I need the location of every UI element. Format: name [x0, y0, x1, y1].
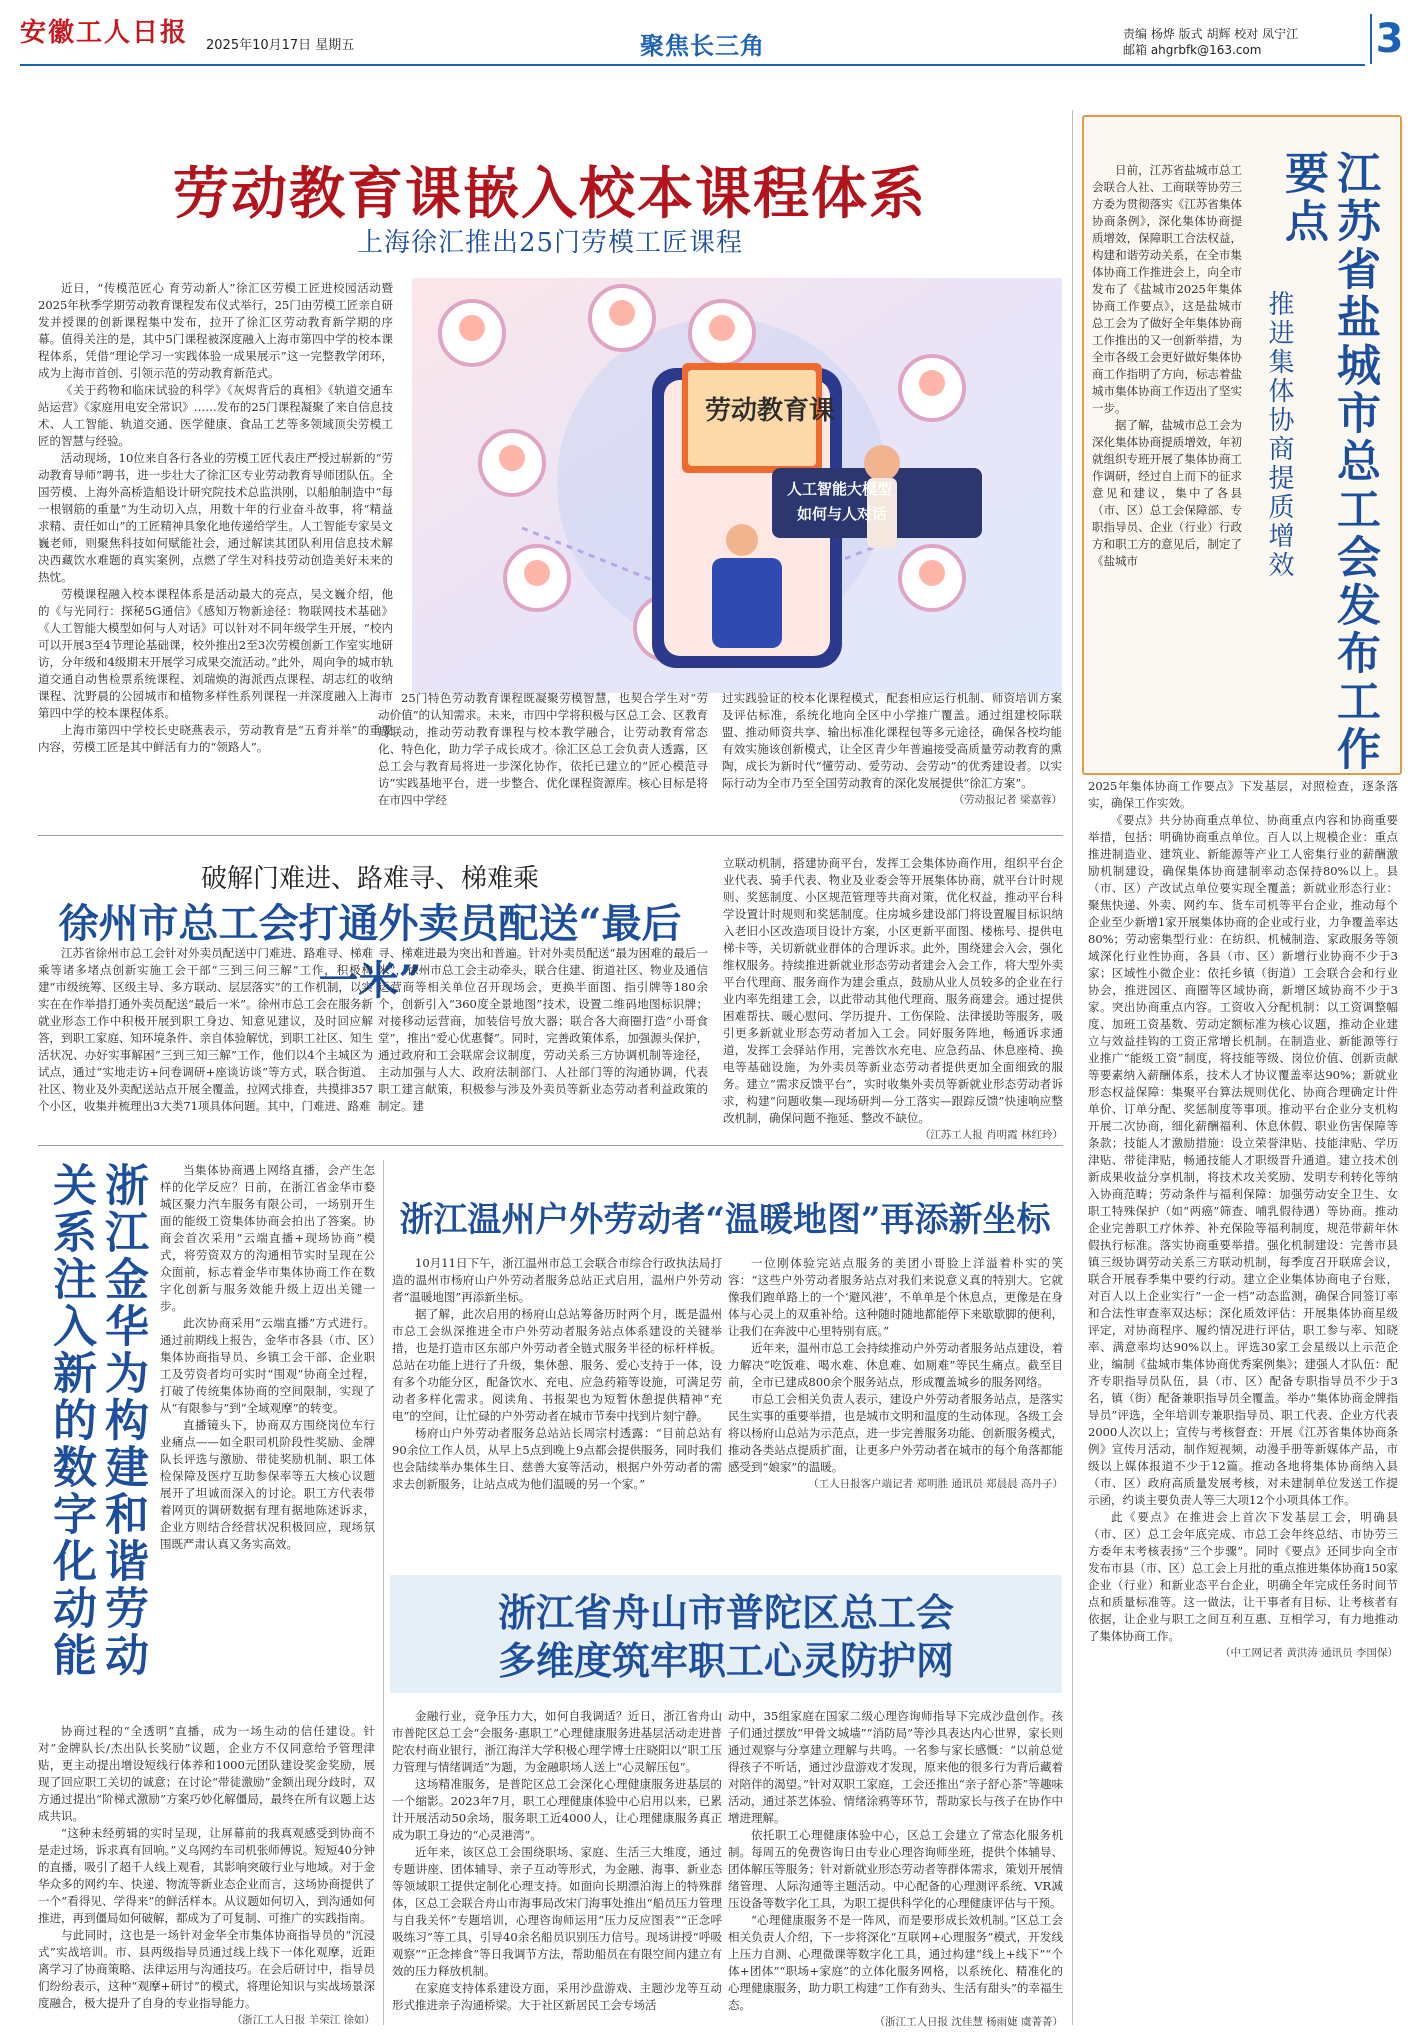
article2-column-2 — [378, 945, 708, 1133]
editors-line: 责编 杨烨 版式 胡辉 校对 凤宁江 — [1123, 27, 1299, 41]
page-number: 3 — [1370, 14, 1407, 64]
byline: （浙江工人日报 沈佳慧 杨雨婕 虞菁菁） — [874, 2016, 1063, 2028]
paragraph: 据了解，盐城市总工会为深化集体协商提质增效，年初就组织专班开展了集体协商工作调研，经过自上而下的征求意见和建议，集中了各县（市、区）总工会保障部、专职指导员、企业（行业）行政方和职工方的意见后，制定了《盐城市 — [1092, 418, 1242, 568]
paragraph: 近年来，温州市总工会持续推动户外劳动者服务站点建设，着力解决“吃饭难、喝水难、休息难、如厕难”等民生痛点。截至目前，全市已建成800余个服务站点，形成覆盖城乡的服务网络。 — [728, 1341, 1063, 1389]
paragraph: 协商过程的“全透明”直播，成为一场生动的信任建设。针对“金牌队长/杰出队长奖励”议题，企业方不仅同意给予管理津贴，更主动提出增设短线行体养和1000元团队建设奖金奖励，展现了回应职工关切的诚意；在讨论“带徒激励”金额出现分歧时，双方通过提出“阶梯式激励”方案巧妙化解僵局，最终在所有议题上达成共识。 — [38, 1724, 375, 1823]
illustration-sign-dialog: 如何与人对话 — [797, 505, 888, 523]
article1-column-3 — [722, 690, 1062, 822]
paragraph: 立联动机制，搭建协商平台，发挥工会集体协商作用，组织平台企业代表、骑手代表、物业及业委会等开展集体协商，就平台计时规则、奖惩制度、小区规范管理等共商对策，优化权益，推动平台科学设置计时规则和奖惩制度。住房城乡建设部门将设置履目标识纳入老旧小区改造项目设计方案，小区更新平面图、楼栋号、提供电梯卡等，关切新就业群体的合理诉求。此外，围绕建会入会，强化维权服务。持续推进新就业形态劳动者建会入会工作，将大型外卖平台代理商、服务商作为建会重点，鼓励从业人员较多的企业在行业内率先组建工会，以此带动其他代理商、服务商建会。通过提供困难帮扶、暖心慰问、学历提升、工伤保险、法律援助等服务，吸引更多新就业形态劳动者加入工会。同好服务阵地，畅通诉求通道，发挥工会驿站作用，完善饮水充电、应急药品、休息座椅、换电等基础设施，为外卖员等新业态劳动者提供更加全面细致的服务。建立“需求反馈平台”，实时收集外卖员等新就业形态劳动者诉求，构建“问题收集—现场研判—分工落实—跟踪反馈”快速响应整改机制，确保问题不拖延、整改不缺位。 — [723, 856, 1063, 1125]
byline: （浙江工人日报 羊荣江 徐如） — [231, 2014, 375, 2026]
paragraph: 一位刚体验完站点服务的美团小哥脸上洋溢着朴实的笑容：“这些户外劳动者服务站点对我们来说意义真的特别大。它就像我们跑单路上的一个‘避风港’，不单单是个休息点，更像是在身体与心灵上的双重补给。这种随时随地都能停下来歇歇脚的便利，让我们在奔波中心里特别有底。” — [728, 1256, 1063, 1338]
article3-text — [160, 1162, 375, 1720]
paragraph: 在家庭支持体系建设方面，采用沙盘游戏、主题沙龙等互动形式推进亲子沟通桥梁。大于社区新居民工会专场活 — [392, 1981, 722, 2012]
paper-name: 安徽工人日报 — [20, 18, 189, 48]
article2-kicker: 破解门难进、路难寻、梯难乘 — [200, 864, 539, 894]
paragraph: 寻、梯难进最为突出和普遍。针对外卖员配送“最为困难的最后一米”，徐州市总工会主动牵头，联合住建、街道社区、物业及通信运营商等相关单位召开现场会，更换半面图、指引牌等180余个，创新引入“360度全景地图”技术，设置二维码地图标识牌；对接移动运营商，加装信号放大器；联合各大商圈打造“小哥食堂”，推出“爱心优惠餐”。同时，完善政策体系，加强源头保护，通过政府和工会联席会议制度，劳动关系三方协调机制等途径，主动加强与人大、政府法制部门、人社部门等的沟通协调，代表职工建言献策，积极参与涉及外卖员等新业态劳动者利益政策的制定。建 — [378, 946, 708, 1113]
paragraph: 上海市第四中学校长史晓燕表示，劳动教育是“五育并举”的重要内容，劳模工匠是其中鲜活有力的“领路人”。 — [38, 723, 393, 754]
paragraph: 过实践验证的校本化课程模式，配套相应运行机制、师资培训方案及评估标准，系统化地向全区中小学推广覆盖。通过组建校际联盟、推动师资共享、输出标准化课程包等多元途径，确保各校均能有效实施该创新模式，让全区青少年普遍接受高质量劳动教育的熏陶，成长为新时代“懂劳动、爱劳动、会劳动”的优秀建设者。以实际行动为全市乃至全国劳动教育的深化发展提供“徐汇方案”。 — [722, 691, 1062, 790]
paragraph: 当集体协商遇上网络直播，会产生怎样的化学反应？日前，在浙江省金华市婺城区聚力汽车服务有限公司，一场别开生面的能级工资集体协商会拍出了答案。协商会首次采用“云端直播+现场协商”模式，将劳资双方的沟通相节实时呈现在公众面前，标志着金华市集体协商工作在数字化创新与服务效能升级上迈出关键一步。 — [160, 1163, 375, 1313]
paragraph: 与此同时，这也是一场针对金华全市集体协商指导员的“沉浸式”实战培训。市、县两级指导员通过线上线下一体化观摩，近距离学习了协商策略、法律运用与沟通技巧。在会后研讨中，指导员们纷纷表示，这种“观摩+研讨”的模式，将理论知识与实战场景深度融合，极大提升了自身的专业指导能力。 — [38, 1928, 375, 2010]
article5-column-2 — [728, 1708, 1063, 2026]
paragraph: 日前，江苏省盐城市总工会联合人社、工商联等协劳三方委为贯彻落实《江苏省集体协商条例》，深化集体协商提质增效，保障职工合法权益，构建和谐劳动关系，在全市集体协商工作推进会上，向全市发布了《盐城市2025年集体协商工作要点》，这是盐城市总工会为了做好全年集体协商工作推出的又一创新举措，为全市各级工会更好做好集体协商工作指明了方向，标志着盐城市集体协商工作迈出了坚实一步。 — [1092, 163, 1242, 415]
article6-intro — [1092, 162, 1242, 772]
illustration-sign-ai: 人工智能大模型 — [787, 480, 893, 498]
paragraph: 杨府山户外劳动者服务总站站长周宗村透露：“目前总站有90余位工作人员，从早上5点到晚上9点都会提供服务，同时我们也会陆续举办集体生日、慈善大宴等活动，根据户外劳动者的需求去创新服务，让站点成为他们温暖的另一个家。” — [392, 1426, 722, 1491]
paragraph: 《要点》共分协商重点单位、协商重点内容和协商重要举措，包括：明确协商重点单位。百人以上规模企业：重点推进制造业、建筑业、新能源等产业工人密集行业的薪酬激励机制建设，确保集体协商建制率动态保持80%以上。县（市、区）产改试点单位要实现全覆盖；新就业形态行业：聚焦快递、外卖、网约车、货车司机等平台企业，推动每个企业至少新增1家开展集体协商的企业或行业，力争覆盖率达80%；劳动密集型行业：在纺织、机械制造、家政服务等领域深化行业性协商，各县（市、区）新增行业协商不少于3家；区域性小微企业：依托乡镇（街道）工会联合会和行业协会，推进园区、商圈等区域协商，新增区域协商不少于3家。突出协商重点内容。工资收入分配机制：以工资调整幅度、加班工资基数、劳动定额标准为核心议题，推动企业建立与效益挂钩的工资正常增长机制。在制造业、新能源等行业推广“能级工资”制度，将技能等级、岗位价值、创新贡献等要素纳入薪酬体系，技术人才协议覆盖率达90%；新就业形态权益保障：集聚平台算法规则优化、协商合理确定计件单价、订单分配、奖惩制度等事项。推动平台企业分支机构开展二次协商，细化薪酬福利、休息休假、职业伤害保障等条款；技能人才激励措施：设立荣誉津贴、技能津贴、学历津贴、带徒津贴，畅通技能人才职级晋升通道。建立技术创新成果收益分享机制，将技术攻关奖励、发明专利转化等纳入协商范畴；劳动条件与福利保障：加强劳动安全卫生、女职工特殊保护（如“两癌”筛查、哺乳假待遇）等协商。推动企业完善职工疗休养、补充保险等福利制度，规范带薪年休假执行标准。落实协商重要举措。强化机制建设：完善市县镇三级协调劳动关系三方联动机制，每季度召开联席会议，联合开展春季集中要约行动。建立企业集体协商电子台账，对百人以上企业实行“一企一档”动态监测，确保合同签订率和合法性审查率双达标；深化质效评估：开展集体协商星级评定，对协商程序、履约情况进行评估，职工参与率、知晓率、满意率均达90%以上。评选30家工会星级以上示范企业，编制《盐城市集体协商优秀案例集》；建强人才队伍：配齐专职指导员队伍，县（市、区）配备专职指导员不少于3名，镇（街）配备兼职指导员全覆盖。举办“集体协商金牌指导员”评选，全年培训专兼职指导员、职工代表、企业方代表2000人次以上；宣传与考核督查：开展《江苏省集体协商条例》宣传月活动，制作短视频，动漫手册等新媒体产品，市级以上媒体报道不少于12篇。推动各地将集体协商纳入县（市、区）政府高质量发展考核，对未建制单位发送工作提示函，约谈主要负责人等三大项12个小项具体工作。 — [1088, 813, 1398, 1507]
article6-subtitle: 推进集体协商提质增效 — [1264, 290, 1294, 580]
issue-date: 2025年10月17日 星期五 — [206, 38, 355, 53]
editors-email: 邮箱 ahgrbfk@163.com — [1123, 43, 1262, 57]
paragraph: “这种未经剪辑的实时呈现，让屏幕前的我真观感受到协商不是走过场，诉求真有回响。”义乌网约车司机张师傅说。短短40分钟的直播，吸引了超千人线上观看，其影响突破行业与地域。对于金华众多的网约车、快递、物流等新业态企业而言，这场协商提供了一个“看得见、学得来”的鲜活样本。从议题如何切入，到沟通如何推进，再到僵局如何破解，都成为了可复制、可推广的实践指南。 — [38, 1826, 375, 1925]
paragraph: 市总工会相关负责人表示，建设户外劳动者服务站点，是落实民生实事的重要举措，也是城市文明和温度的生动体现。各级工会将以杨府山总站为示范点，进一步完善服务功能、创新服务模式，推动各类站点提质扩面，让更多户外劳动者在城市的每个角落都能感受到“娘家”的温暖。 — [728, 1392, 1063, 1474]
article5-column-1 — [392, 1708, 722, 2026]
paragraph: 近年来，该区总工会围绕职场、家庭、生活三大维度，通过专题讲座、团体辅导、亲子互动等形式，为金融、海事、新业态等领域职工提供定制化心理支持。如面向长期漂泊海上的特殊群体，区总工会联合舟山市海事局改宋门海事处推出“船员压力管理与自我关怀”专题培训，心理咨询师运用“压力反应图表”“正念呼吸练习”等工具，引导40余名船员识别压力信号。现场讲授“呼吸观察”“正念摔食”等日我调节方法，帮助船员在有限空间内建立有效的压力释放机制。 — [392, 1845, 722, 1978]
article2-column-3 — [723, 855, 1063, 1141]
paragraph: 直播镜头下，协商双方围绕岗位车行业痛点——如全职司机阶段性奖励、金牌队长评选与激励、带徒奖励机制、职工体检保障及医疗互助参保率等五大核心议题展开了坦诚而深入的讨论。职工方代表带着网页的调研数据有理有据地陈述诉求，企业方则结合经营状况积极回应，现场氛围既严肃认真又务实高效。 — [160, 1418, 375, 1551]
paragraph: 10月11日下午，浙江温州市总工会联合市综合行政执法局打造的温州市杨府山户外劳动者服务总站正式启用，温州户外劳动者“温暖地图”再添新坐标。 — [392, 1256, 722, 1304]
paragraph: 金融行业，竞争压力大，如何自我调适？近日，浙江省舟山市普陀区总工会“会服务·惠职工”心理健康服务进基层活动走进普陀农村商业银行，浙江海洋大学积极心理学博士庄晓阳以“职工压力管理与情绪调适”为题，为金融职场人送上“心灵解压包”。 — [392, 1709, 722, 1774]
masthead-rule — [20, 64, 1365, 66]
article1-column-2 — [378, 690, 708, 822]
byline: （工人日报客户端记者 郑明胜 通讯员 郑晨晨 高丹子） — [808, 1478, 1063, 1490]
paragraph: 此《要点》在推进会上首次下发基层工会，明确县（市、区）总工会年底完成、市总工会年终总结、市协劳三方委年末考核表扬“三个步骤”。同时《要点》还同步向全市发布市县（市、区）总工会上月批的重点推进集体协商150家企业（行业）和新业态平台企业，明确全年完成任务时间节点和质量标准等。这一做法，让干事者有目标、让考核者有依据，让企业与职工之间互利互惠、互相学习，有力地推动了集体协商工作。 — [1088, 1510, 1398, 1643]
paragraph: 2025年集体协商工作要点》下发基层，对照检查，逐条落实，确保工作实效。 — [1088, 779, 1398, 810]
editors-info — [1123, 26, 1298, 58]
paragraph: 劳模课程融入校本课程体系是活动最大的亮点，吴文巍介绍，他的《与光同行：探秘5G通信》《感知万物新途径：物联网技术基础》《人工智能大模型如何与人对话》可以针对不同年级学生开展，“校内可以开展3至4节理论基础课，校外推出2至3次劳模创新工作室实地研访，分年级和4级期末开展学习成果交流活动。”此外，周向争的城市轨道交通自动售检票系统课程、刘瑞焕的海派西点课程、胡志红的收纳课程、沈野晨的公园城市和植物多样性系列课程一并深度融入上海市第四中学的校本课程体系。 — [38, 587, 393, 720]
paragraph: 活动现场，10位来自各行各业的劳模工匠代表庄严授过崭新的“劳动教育导师”聘书，进一步壮大了徐汇区专业劳动教育导师团队伍。全国劳模、上海外高桥造船设计研究院技术总监洪刚，以船舶制造中“每一根钢筋的重量”为生动切入点，用数十年的行业奋斗故事，将“精益求精、责任如山”的工匠精神具象化地传递给学生。人工智能专家吴文巍老师，则聚焦科技如何赋能社会，通过解读其团队利用信息技术解决西藏饮水难题的真实案例，点燃了学生对科技劳动创造美好未来的热忱。 — [38, 451, 393, 584]
illustration-sign-labor: 劳动教育课 — [705, 396, 836, 426]
paragraph: 近日，“传模范匠心 育劳动新人”徐汇区劳模工匠进校园活动暨2025年秋季学期劳动教育课程发布仪式举行，25门由劳模工匠亲自研发并授课的创新课程集中发布，拉开了徐汇区劳动教育新学期的序幕。值得关注的是，其中5门课程被深度融入上海市第四中学的校本课程体系，凭借“理论学习一实践体验一成果展示”这一完整教学闭环，成为上海市首创、引领示范的劳动教育新范式。 — [38, 281, 393, 380]
byline: （江苏工人报 肖明霞 林红玲） — [919, 1129, 1063, 1141]
article1-illustration — [412, 278, 1062, 693]
article2-title: 徐州市总工会打通外卖员配送“最后一米” — [58, 900, 682, 1004]
paragraph: 据了解，此次启用的杨府山总站筹备历时两个月，既是温州市总工会纵深推进全市户外劳动者服务站点体系建设的关键举措，也是打造市区东部户外劳动者全链式服务半径的标杆样板。总站在功能上进行了升级，集休憩、服务、爱心支持于一体，设有多个功能分区，配备饮水、充电、应急药箱等设施，可满足劳动者多样化需求。阅读角、书报架也为短暂休憩提供精神“充电”的空间，让忙碌的户外劳动者在城市节奏中找到片刻宁静。 — [392, 1307, 722, 1423]
article3-text-continued — [38, 1723, 375, 2026]
article6-text — [1088, 778, 1398, 2028]
column-divider — [383, 1160, 384, 2025]
section-name: 聚焦长三角 — [640, 32, 765, 60]
paragraph: 《关于药物和临床试验的科学》《灰烬背后的真相》《轨道交通车站运营》《家庭用电安全常识》……发布的25门课程凝聚了来自信息技术、人工智能、轨道交通、医学健康、食品工艺等多领域顶尖劳模工匠的智慧与经验。 — [38, 383, 393, 448]
paragraph: 依托职工心理健康体验中心，区总工会建立了常态化服务机制。每周五的免费咨询日由专业心理咨询师坐班，提供个体辅导、团体解压等服务；针对新就业形态劳动者等群体需求，策划开展情绪管理、人际沟通等主题活动。中心配备的心理测评系统、VR减压设备等数字化工具，为职工提供科学化的心理健康评估与干预。 — [728, 1828, 1063, 1910]
article2-column-1 — [38, 945, 373, 1133]
article1-title: 劳动教育课嵌入校本课程体系 — [173, 161, 927, 227]
article4-column-2 — [728, 1255, 1063, 1560]
paragraph: 动中，35组家庭在国家二级心理咨询师指导下完成沙盘创作。孩子们通过摆放“甲骨文城墙”“消防局”等沙具表达内心世界，家长则通过观察与分享建立理解与共鸣。一名参与家长感慨：“以前总觉得孩子不听话，通过沙盘游戏才发现，原来他的很多行为背后藏着对陪伴的渴望。”针对双职工家庭，工会还推出“亲子舒心茶”等趣味活动，通过茶艺体验、情绪涂鸦等环节，帮助家长与孩子在协作中增进理解。 — [728, 1709, 1063, 1825]
article4-title: 浙江温州户外劳动者“温暖地图”再添新坐标 — [399, 1200, 1051, 1240]
column-divider — [1072, 110, 1073, 2025]
article4-column-1 — [392, 1255, 722, 1560]
article5-title-line2: 多维度筑牢职工心灵防护网 — [497, 1638, 954, 1683]
paragraph: “心理健康服务不是一阵风，而是要形成长效机制。”区总工会相关负责人介绍，下一步将深化“互联网+心理服务”模式，开发线上压力自测、心理微课等数字化工具，通过构建“线上+线下”“个体+团体”“职场+家庭”的立体化服务网格，以系统化、精准化的心理健康服务，助力职工构建“工作有劲头、生活有甜头”的幸福生态。 — [728, 1913, 1063, 2012]
article6-title: 江苏省盐城市总工会发布工作要点 — [1277, 150, 1380, 774]
article3-title: 浙江金华为构建和谐劳动关系注入新的数字化动能 — [45, 1162, 148, 1679]
section-divider — [38, 835, 1063, 836]
section-divider — [38, 1145, 1063, 1146]
paragraph: 这场精准服务，是普陀区总工会深化心理健康服务进基层的一个缩影。2023年7月，职工心理健康体验中心启用以来，已累计开展活动50余场，服务职工近4000人，让心理健康服务真正成为职工身边的“心灵港湾”。 — [392, 1777, 722, 1842]
article5-title-line1: 浙江省舟山市普陀区总工会 — [497, 1590, 954, 1635]
paragraph: 此次协商采用“云端直播”方式进行。通过前期线上报告，金华市各县（市、区）集体协商指导员、乡镇工会干部、企业职工及劳资者均可实时“围观”协商全过程，打破了传统集体协商的空间限制，实现了从“有限参与”到“全域观摩”的转变。 — [160, 1316, 375, 1415]
byline: （中工网记者 黄洪涛 通讯员 李国保） — [1219, 1647, 1398, 1659]
paragraph: 江苏省徐州市总工会针对外卖员配送中门难进、路难寻、梯难乘等诸多堵点创新实施工会干部“三到三问三解”工作，积极构建“市级统筹、区级主导、多方联动、层层落实”的工作机制，以实实在在作举措打通外卖员配送“最后一米”。徐州市总工会在服务新就业形态工作中积极开展到职工身边、知意见建议，及时回应解答，到职工家庭、知环境条件、亲自体验解忧，到职工社区、知生活状况、办好实事解困“三到三知三解”工作，他们以4个主城区为试点，通过“实地走访+问卷调研+座谈访谈”等方式，联合街道、社区、物业及外卖配送站点开展全覆盖，拉网式排查，共摸排357个小区，收集并梳理出3大类71项具体问题。其中，门难进、路难 — [38, 946, 373, 1113]
article1-subtitle: 上海徐汇推出25门劳模工匠课程 — [356, 228, 744, 258]
paragraph: 25门特色劳动教育课程既凝聚劳模智慧，也契合学生对“劳动价值”的认知需求。未来，市四中学将积极与区总工会、区教育局联动，推动劳动教育课程与校本教学融合，让劳动教育常态化、特色化，助力学子成长成才。徐汇区总工会负责人透露，区总工会与教育局将进一步深化协作，依托已建立的“匠心模范寻访”实践基地平台，进一步整合、优化课程资源库。核心目标是将在市四中学经 — [378, 691, 708, 807]
byline: （劳动报记者 梁嘉蓉） — [953, 794, 1062, 806]
